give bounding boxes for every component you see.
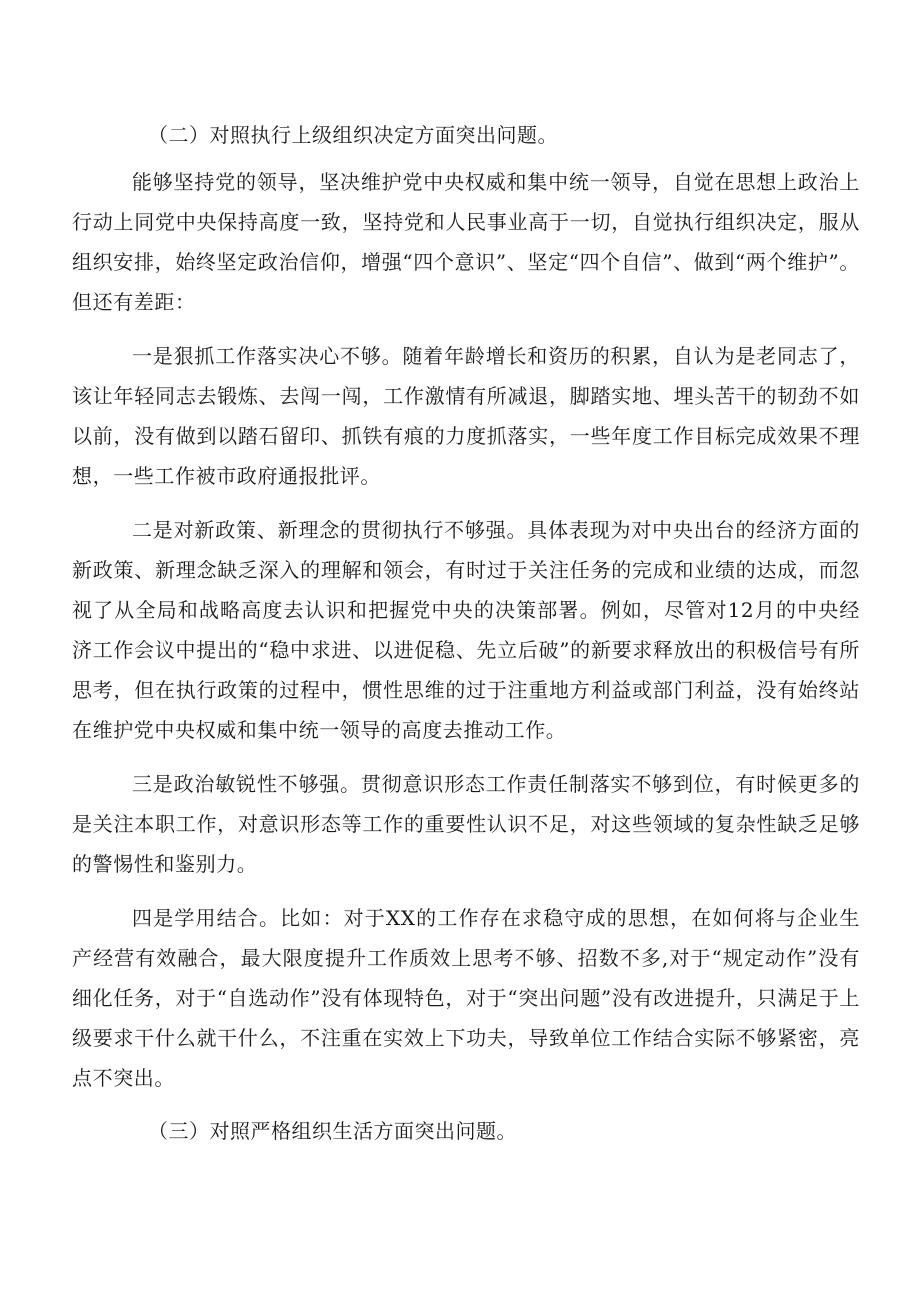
paragraph-point-3: 三是政治敏锐性不够强。贯彻意识形态工作责任制落实不够到位，有时候更多的是关注本职工作，对意识形态等工作的重要性认识不足，对这些领域的复杂性缺乏足够的警惕性和鉴别力。 — [72, 772, 860, 876]
document-body — [72, 116, 860, 1158]
paragraph-point-4: 四是学用结合。比如：对于XX的工作存在求稳守成的思想，在如何将与企业生产经营有效融合，最大限度提升工作质效上思考不够、招数不多,对于“规定动作”没有细化任务，对于“自选动作”没有体现特色，对于“突出问题”没有改进提升，只满足于上级要求干什么就干什么，不注重在实效上下功夫，导致单位工作结合实际不够紧密，亮点不突出。 — [72, 906, 860, 1090]
paragraph-point-1: 一是狠抓工作落实决心不够。随着年龄增长和资历的积累，自认为是老同志了，该让年轻同志去锻炼、去闯一闯，工作激情有所减退，脚踏实地、埋头苦干的韧劲不如以前，没有做到以踏石留印、抓铁有痕的力度抓落实，一些年度工作目标完成效果不理想，一些工作被市政府通报批评。 — [72, 344, 860, 488]
paragraph-intro: 能够坚持党的领导，坚决维护党中央权威和集中统一领导，自觉在思想上政治上行动上同党中央保持高度一致，坚持党和人民事业高于一切，自觉执行组织决定，服从组织安排，始终坚定政治信仰，增强“四个意识”、坚定“四个自信”、做到“两个维护”。但还有差距： — [72, 170, 860, 314]
section-heading-2: （二）对照执行上级组织决定方面突出问题。 — [148, 123, 558, 147]
paragraph-point-2: 二是对新政策、新理念的贯彻执行不够强。具体表现为对中央出台的经济方面的新政策、新理念缺乏深入的理解和领会，有时过于关注任务的完成和业绩的达成，而忽视了从全局和战略高度去认识和把握党中央的决策部署。例如，尽管对12月的中央经济工作会议中提出的“稳中求进、以进促稳、先立后破”的新要求释放出的积极信号有所思考，但在执行政策的过程中，惯性思维的过于注重地方利益或部门利益，没有始终站在维护党中央权威和集中统一领导的高度去推动工作。 — [72, 518, 860, 742]
section-heading-3: （三）对照严格组织生活方面突出问题。 — [148, 1119, 517, 1143]
